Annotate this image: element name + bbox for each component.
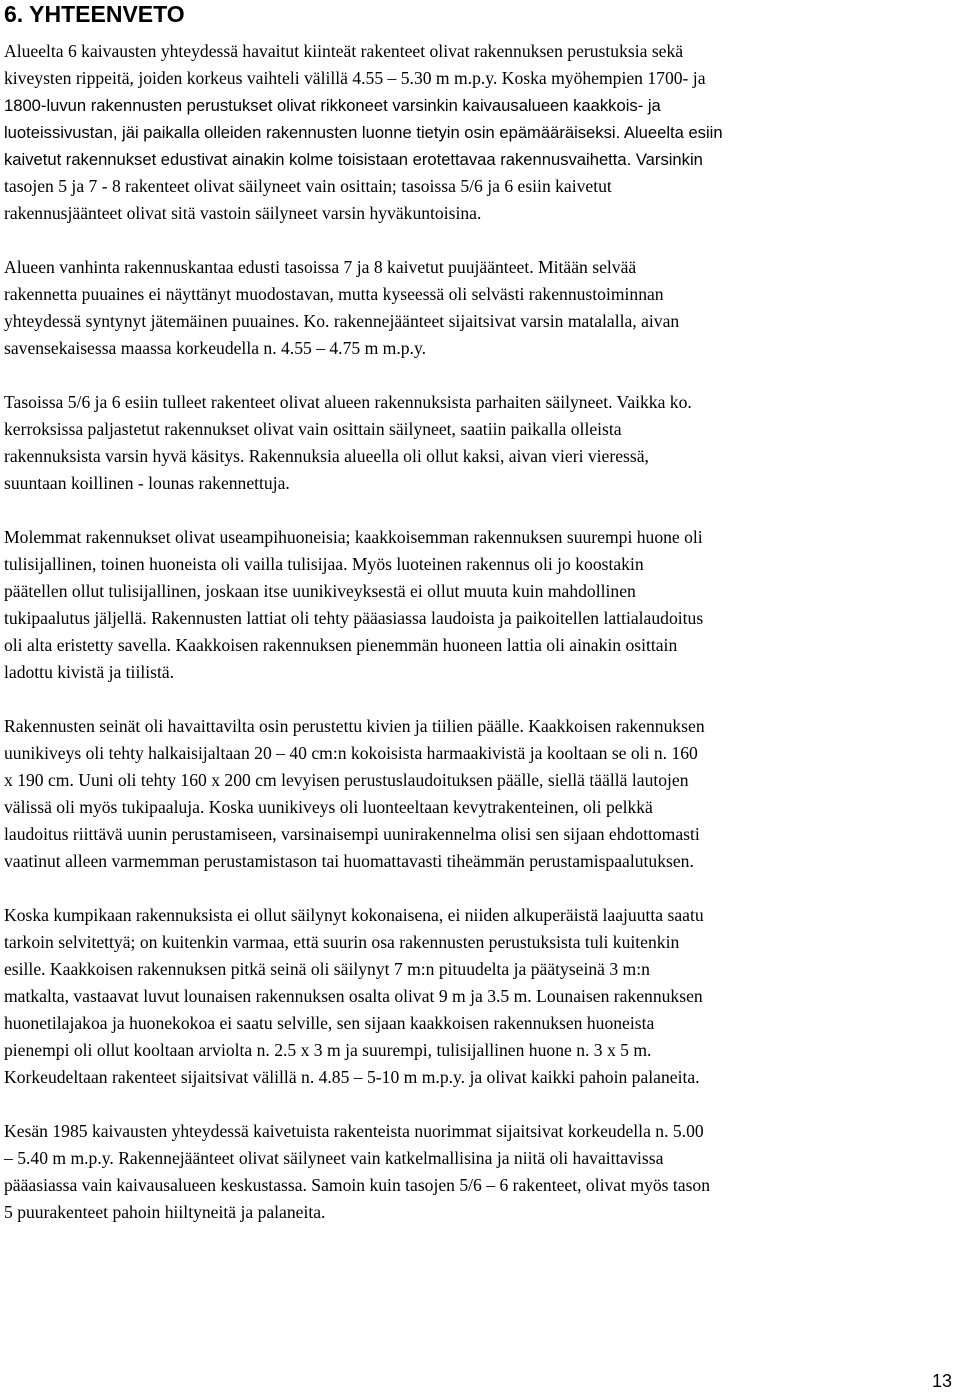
text-line: matkalta, vastaavat luvut lounaisen rakennuksen osalta olivat 9 m ja 3.5 m. Lounaisen rakennuksen [4,986,703,1006]
paragraph [4,902,954,1091]
text-line: kerroksissa paljastetut rakennukset olivat vain osittain säilyneet, saatiin paikalla olleista [4,419,622,439]
paragraph [4,1118,954,1226]
text-line: Tasoissa 5/6 ja 6 esiin tulleet rakenteet olivat alueen rakennuksista parhaiten säilyneet. Vaikka ko. [4,392,692,412]
text-line: suuntaan koillinen - lounas rakennettuja. [4,473,290,493]
text-line: rakennusjäänteet olivat sitä vastoin säilyneet varsin hyväkuntoisina. [4,203,482,223]
section-heading: 6. YHTEENVETO [4,1,185,27]
text-line: Alueen vanhinta rakennuskantaa edusti tasoissa 7 ja 8 kaivetut puujäänteet. Mitään selvää [4,257,637,277]
text-line: tukipaalutus jäljellä. Rakennusten lattiat oli tehty pääasiassa laudoista ja paikoitellen lattialaudoitus [4,608,704,628]
text-line: rakennuksista varsin hyvä käsitys. Rakennuksia alueella oli ollut kaksi, aivan vieri vieressä, [4,446,649,466]
text-line: 1800-luvun rakennusten perustukset olivat rikkoneet varsinkin kaivausalueen kaakkois- ja [4,96,661,115]
document-body [4,38,954,1253]
text-line: pienempi oli ollut kooltaan arviolta n. 2.5 x 3 m ja suurempi, tulisijallinen huone n. 3 x 5 m. [4,1040,652,1060]
page-number: 13 [931,1371,952,1391]
text-line: oli alta eristetty savella. Kaakkoisen rakennuksen pienemmän huoneen lattia oli ainakin osittain [4,635,678,655]
paragraph [4,38,954,227]
text-line: esille. Kaakkoisen rakennuksen pitkä seinä oli säilynyt 7 m:n pituudelta ja päätyseinä 3 m:n [4,959,650,979]
text-line: x 190 cm. Uuni oli tehty 160 x 200 cm levyisen perustuslaudoituksen päälle, siellä täällä lautojen [4,770,689,790]
text-line: päätellen ollut tulisijallinen, joskaan itse uunikiveyksestä ei ollut muuta kuin mahdollinen [4,581,636,601]
text-line: 5 puurakenteet pahoin hiiltyneitä ja palaneita. [4,1202,326,1222]
text-line: tulisijallinen, toinen huoneista oli vailla tulisijaa. Myös luoteinen rakennus oli jo koostakin [4,554,644,574]
text-line: Koska kumpikaan rakennuksista ei ollut säilynyt kokonaisena, ei niiden alkuperäistä laajuutta saatu [4,905,704,925]
text-line: kiveysten rippeitä, joiden korkeus vaihteli välillä 4.55 – 5.30 m m.p.y. Koska myöhempien 1700- ja [4,68,706,88]
text-line: Kesän 1985 kaivausten yhteydessä kaivetuista rakenteista nuorimmat sijaitsivat korkeudella n. 5.00 [4,1121,704,1141]
text-line: välissä oli myös tukipaaluja. Koska uunikiveys oli luonteeltaan kevytrakenteinen, oli pelkkä [4,797,653,817]
text-line: luoteissivustan, jäi paikalla olleiden rakennusten luonne tietyin osin epämääräiseksi. Alueelta esiin [4,123,723,142]
text-line: Korkeudeltaan rakenteet sijaitsivat välillä n. 4.85 – 5-10 m m.p.y. ja olivat kaikki pahoin palaneita. [4,1067,700,1087]
text-line: – 5.40 m m.p.y. Rakennejäänteet olivat säilyneet vain katkelmallisina ja niitä oli havaittavissa [4,1148,664,1168]
paragraph [4,389,954,497]
text-line: laudoitus riittävä uunin perustamiseen, varsinaisempi uunirakennelma olisi sen sijaan ehdottomasti [4,824,700,844]
text-line: ladottu kivistä ja tiilistä. [4,662,175,682]
paragraph [4,713,954,875]
paragraph [4,524,954,686]
text-line: kaivetut rakennukset edustivat ainakin kolme toisistaan erotettavaa rakennusvaihetta. Varsinkin [4,150,703,169]
text-line: huonetilajakoa ja huonekokoa ei saatu selville, sen sijaan kaakkoisen rakennuksen huoneista [4,1013,655,1033]
text-line: Molemmat rakennukset olivat useampihuoneisia; kaakkoisemman rakennuksen suurempi huone oli [4,527,703,547]
text-line: uunikiveys oli tehty halkaisijaltaan 20 – 40 cm:n kokoisista harmaakivistä ja kooltaan se oli n. 160 [4,743,698,763]
text-line: rakennetta puuaines ei näyttänyt muodostavan, mutta kyseessä oli selvästi rakennustoiminnan [4,284,664,304]
text-line: savensekaisessa maassa korkeudella n. 4.55 – 4.75 m m.p.y. [4,338,426,358]
text-line: yhteydessä syntynyt jätemäinen puuaines. Ko. rakennejäänteet sijaitsivat varsin matalalla, aivan [4,311,680,331]
text-line: Rakennusten seinät oli havaittavilta osin perustettu kivien ja tiilien päälle. Kaakkoisen rakennuksen [4,716,705,736]
paragraph [4,254,954,362]
text-line: tarkoin selvitettyä; on kuitenkin varmaa, että suurin osa rakennusten perustuksista tuli kuitenkin [4,932,680,952]
text-line: pääasiassa vain kaivausalueen keskustassa. Samoin kuin tasojen 5/6 – 6 rakenteet, olivat myös tason [4,1175,711,1195]
text-line: tasojen 5 ja 7 - 8 rakenteet olivat säilyneet vain osittain; tasoissa 5/6 ja 6 esiin kaivetut [4,176,612,196]
text-line: Alueelta 6 kaivausten yhteydessä havaitut kiinteät rakenteet olivat rakennuksen perustuksia sekä [4,41,684,61]
text-line: vaatinut alleen varmemman perustamistason tai huomattavasti tiheämmän perustamispaalutuksen. [4,851,694,871]
